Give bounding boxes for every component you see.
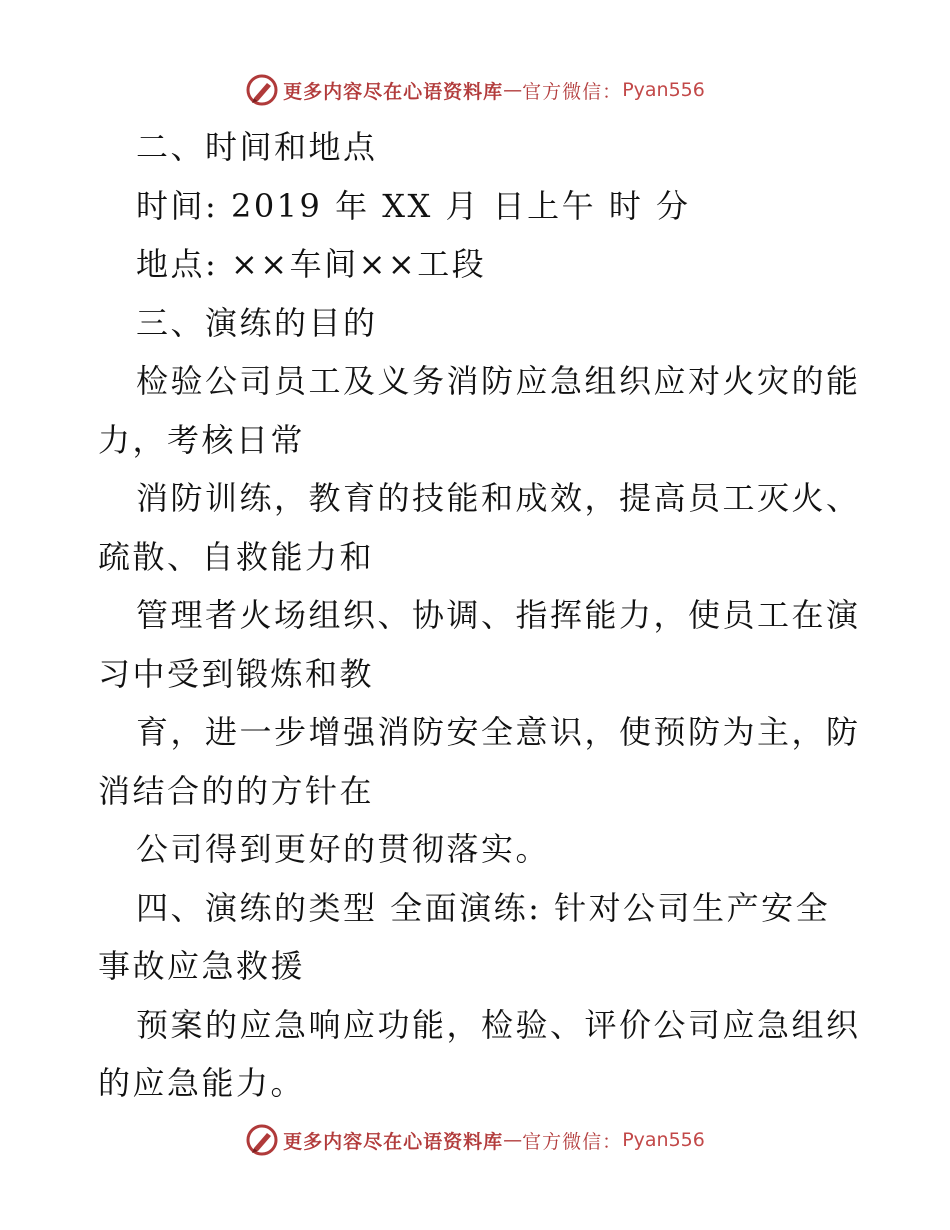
- text-line: 习中受到锻炼和教: [98, 654, 375, 693]
- text-line: 的应急能力。: [98, 1064, 306, 1102]
- document-body: [98, 118, 861, 1113]
- text-line: 力，考核日常: [98, 420, 306, 459]
- watermark-sub: 官方微信：: [522, 1130, 623, 1153]
- text-line: 疏散、自救能力和: [98, 537, 375, 576]
- watermark-sub: 官方微信：: [522, 80, 623, 103]
- text-line: 管理者火场组织、协调、指挥能力，使员工在演: [136, 596, 861, 634]
- pen-logo-icon: [245, 1123, 279, 1157]
- text-line: 公司得到更好的贯彻落实。: [136, 830, 551, 868]
- pen-logo-icon: [245, 73, 279, 107]
- text-line: 时间: 2019 年 XX 月 日上午 时 分: [136, 186, 691, 225]
- watermark-header: [0, 70, 950, 110]
- watermark-main: 更多内容尽在心语资料库: [283, 1130, 504, 1153]
- watermark-main: 更多内容尽在心语资料库: [283, 80, 504, 103]
- text-line: 二、时间和地点: [136, 128, 378, 166]
- watermark-id: Pyan556: [622, 79, 705, 101]
- watermark-id: Pyan556: [622, 1129, 705, 1151]
- text-line: 四、演练的类型 全面演练: 针对公司生产安全: [136, 888, 831, 927]
- text-line: 预案的应急响应功能，检验、评价公司应急组织: [136, 1005, 861, 1044]
- text-line: 育，进一步增强消防安全意识，使预防为主，防: [136, 713, 861, 751]
- text-line: 三、演练的目的: [136, 303, 378, 342]
- text-line: 事故应急救援: [98, 947, 306, 985]
- watermark-footer: [0, 1120, 950, 1160]
- text-line: 消防训练，教育的技能和成效，提高员工灭火、: [136, 479, 861, 517]
- text-line: 检验公司员工及义务消防应急组织应对火灾的能: [136, 362, 861, 400]
- watermark-separator: —: [503, 1129, 523, 1151]
- watermark-separator: —: [503, 79, 523, 101]
- text-line: 消结合的的方针在: [98, 771, 375, 810]
- text-line: 地点: ××车间××工段: [136, 245, 487, 283]
